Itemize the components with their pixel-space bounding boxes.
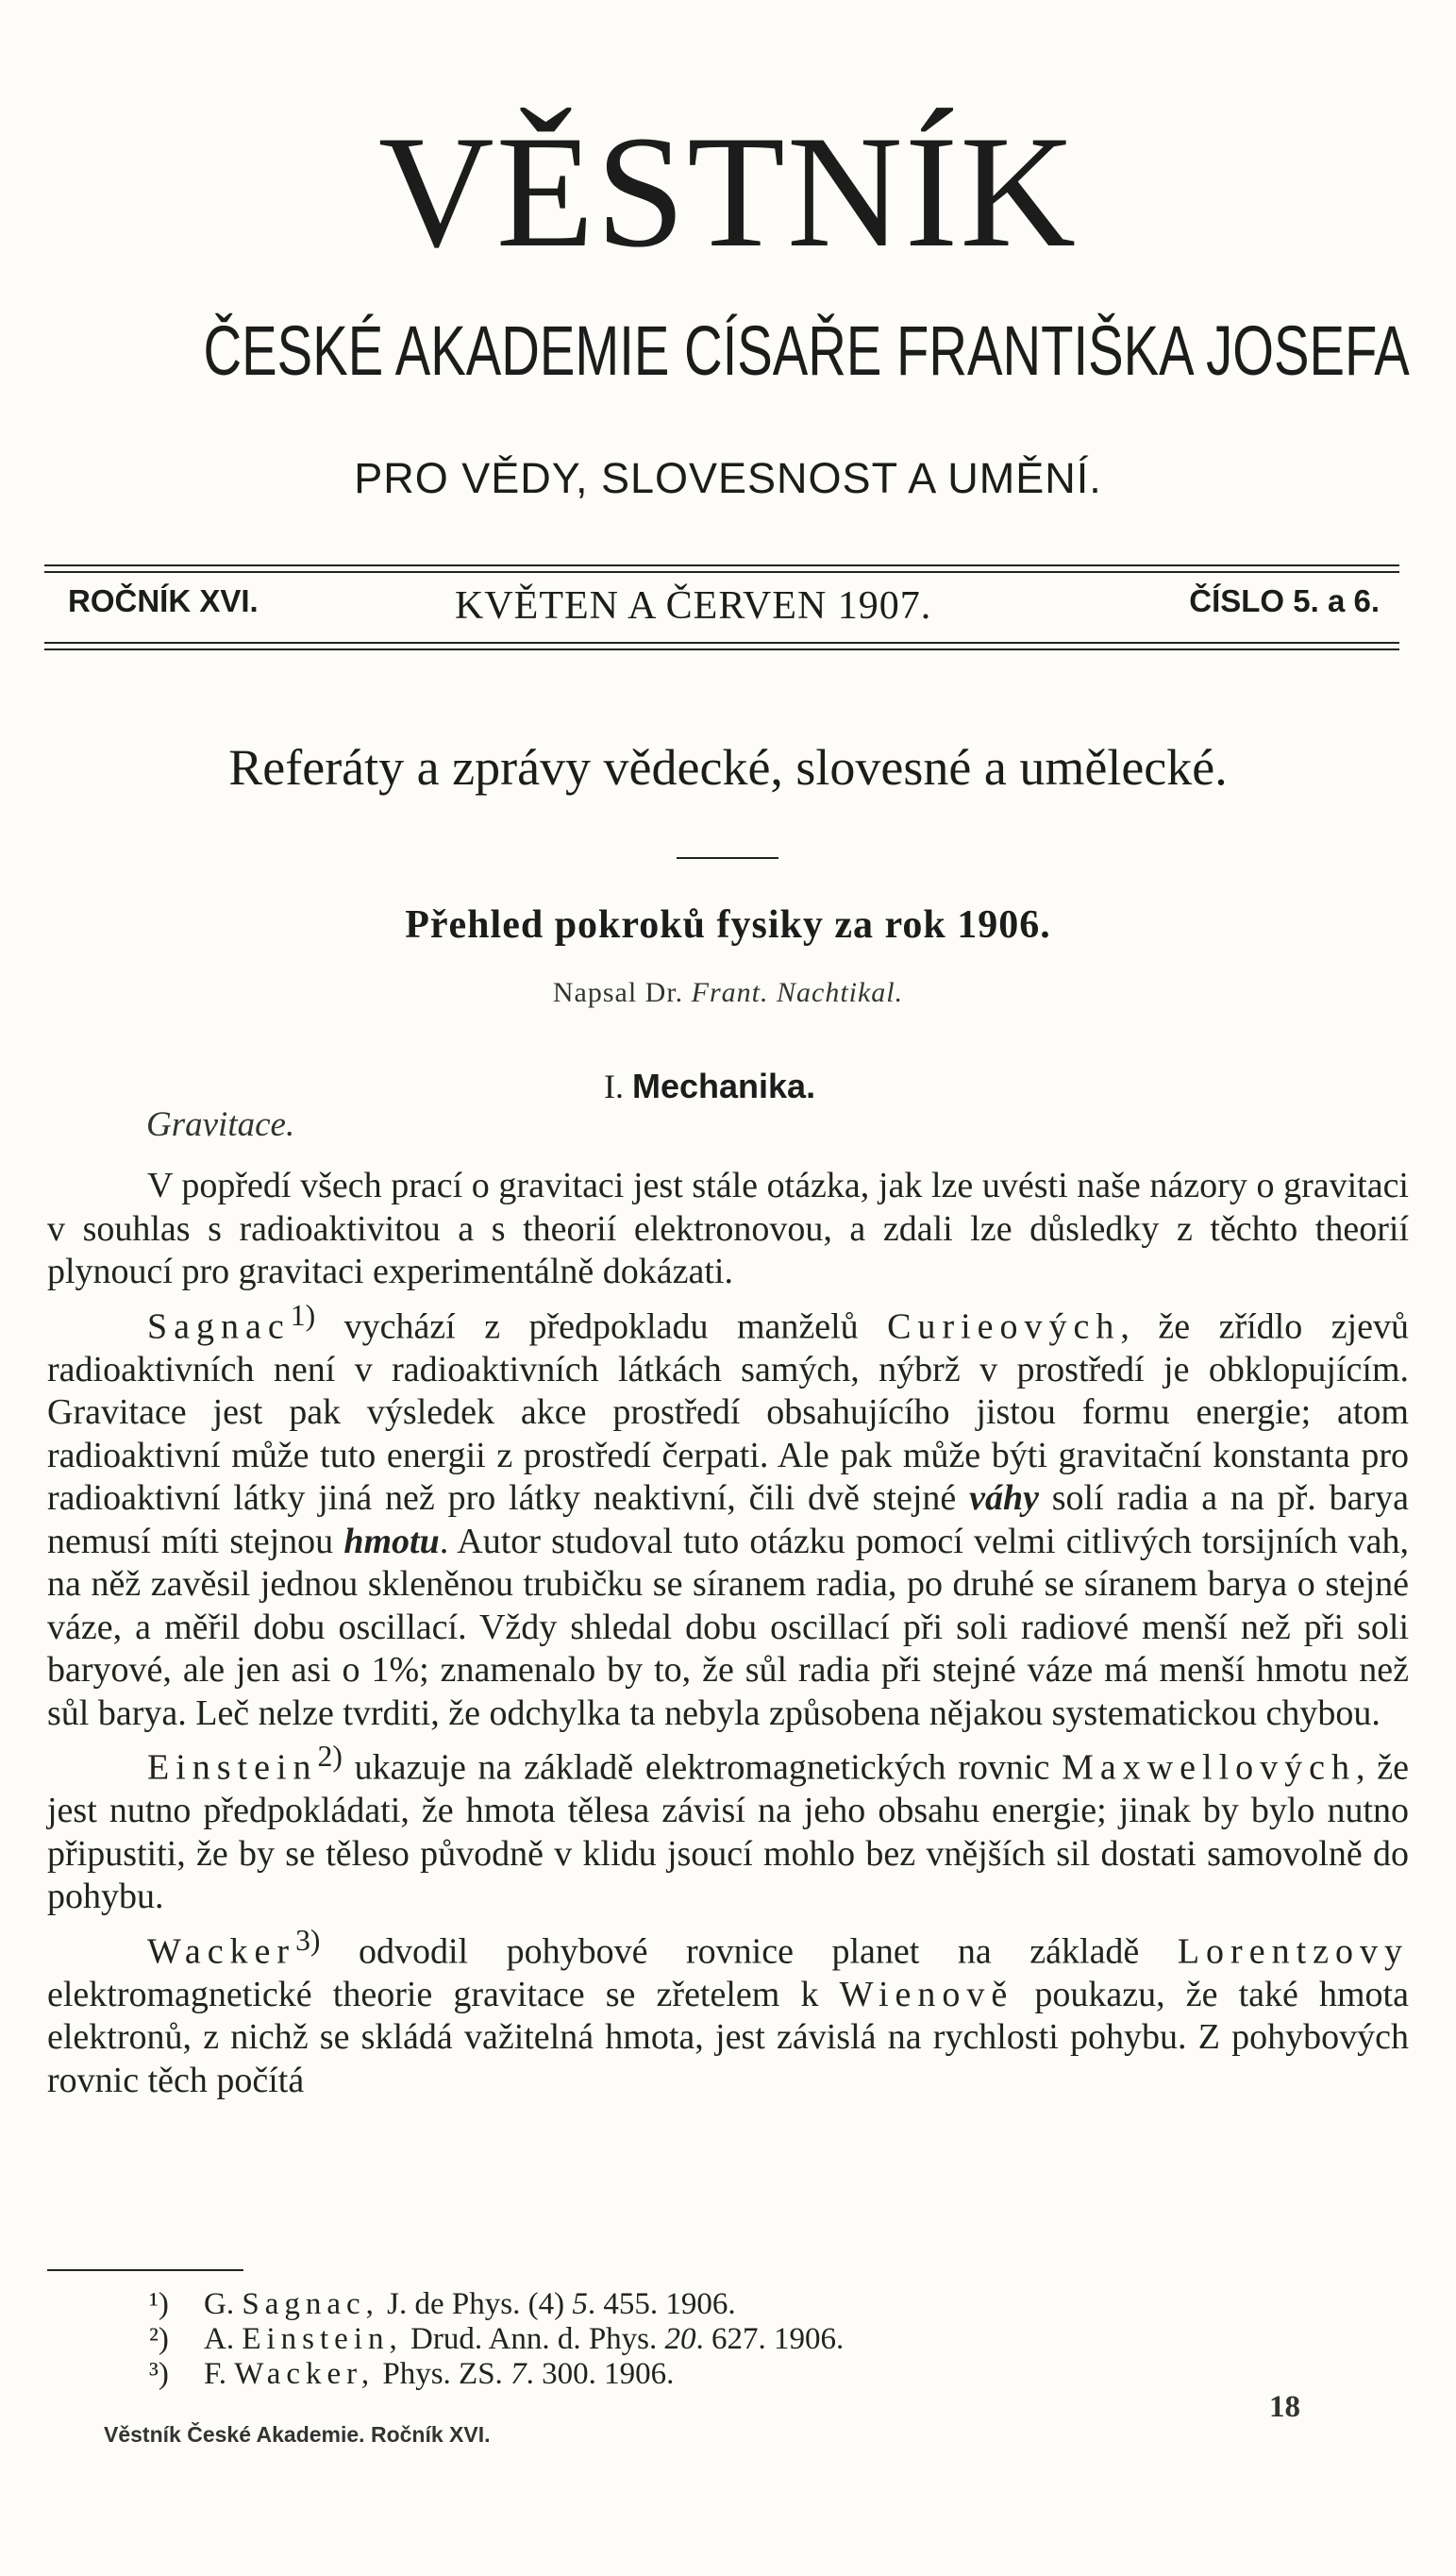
masthead-tagline: PRO VĚDY, SLOVESNOST A UMĚNÍ. (354, 454, 1102, 502)
section-divider (677, 857, 778, 859)
paragraph-3 (47, 1735, 1409, 1919)
footnote-mark: ¹) (149, 2287, 169, 2321)
chapter-title: Mechanika. (632, 1067, 816, 1105)
footnote-initial: G. (204, 2287, 235, 2321)
footnote-source: J. de Phys. (4) (378, 2287, 573, 2321)
paragraph-4-text-3: poukazu, že také hmota elektronů, z nichž se skládá važitelná hmota, jest závislá na rychlosti pohybu. Z pohybových rovnic těch počítá (47, 1974, 1409, 2100)
author-name-curie: Curieových (887, 1306, 1121, 1347)
author-name-einstein: Einstein (147, 1747, 318, 1788)
paragraph-2 (47, 1294, 1409, 1736)
article-title: Přehled pokroků fysiky za rok 1906. (405, 903, 1051, 947)
issue-number: ČÍSLO 5. a 6. (1189, 583, 1380, 618)
paragraph-2-text-1: vychází z předpokladu manželů (315, 1306, 888, 1347)
footnote-divider (47, 2269, 243, 2271)
emphasis-vahy: váhy (969, 1478, 1039, 1519)
article-body (47, 1165, 1409, 2102)
paragraph-2-text-3: solí radia a na př. barya nemusí míti stejnou (47, 1478, 1409, 1561)
chapter-heading (604, 1067, 815, 1106)
footnote-2 (149, 2322, 1281, 2357)
footnote-citation: . 300. 1906. (526, 2357, 675, 2391)
issue-bar (68, 583, 1380, 636)
footnote-1 (149, 2287, 1281, 2322)
footer-journal: Věstník České Akademie. Ročník XVI. (104, 2422, 491, 2447)
top-double-rule-inner (44, 571, 1399, 573)
footnote-mark: ²) (149, 2322, 169, 2356)
chapter-number: I. (604, 1068, 624, 1105)
paragraph-3-text-2: , že jest nutno předpokládati, že hmota tělesa závisí na jeho obsahu energie; jinak by bylo nutno připustiti, že by se těleso původně v klidu jsoucí mohlo bez vnějších sil dostati samovolně do pohybu. (47, 1747, 1409, 1917)
footnote-author: Sagnac, (242, 2287, 379, 2321)
byline-author: Frant. Nachtikal. (691, 977, 904, 1008)
bottom-double-rule (44, 642, 1399, 644)
footnote-source: Drud. Ann. d. Phys. (402, 2322, 665, 2356)
footnote-volume: 5 (572, 2287, 588, 2321)
paragraph-2-text-2: , že zřídlo zjevů radioaktivních není v radioaktivních látkách samých, nýbrž v prostředí je obklopujícím. Gravitace jest pak výsledek akce prostředí obsahujícího jistou formu energie; atom radioaktivní může tuto energii z prostředí čerpati. Ale pak může býti gravitační konstanta pro radioaktivní látky jiná než pro látky neaktivní, čili dvě stejné (47, 1306, 1409, 1519)
top-double-rule (44, 564, 1399, 566)
byline-prefix: Napsal Dr. (552, 977, 684, 1008)
author-name-wacker: Wacker (147, 1931, 296, 1972)
article-byline (0, 977, 1456, 1009)
issue-date: KVĚTEN A ČERVEN 1907. (455, 584, 932, 628)
footnote-citation: . 455. 1906. (587, 2287, 736, 2321)
paragraph-3-text-1: ukazuje na základě elektromagnetických rovnic (342, 1747, 1063, 1788)
masthead-title: VĚSTNÍK (377, 103, 1079, 280)
footnote-citation: . 627. 1906. (695, 2322, 845, 2356)
author-name-sagnac: Sagnac (147, 1306, 291, 1347)
side-topic: Gravitace. (146, 1105, 295, 1144)
paragraph-4 (47, 1919, 1409, 2103)
footnote-ref-1: 1) (290, 1298, 316, 1332)
bottom-double-rule-inner (44, 648, 1399, 650)
paragraph-1 (47, 1165, 1409, 1294)
footnote-volume: 7 (510, 2357, 527, 2391)
paragraph-1-text: V popředí všech prací o gravitaci jest stále otázka, jak lze uvésti naše názory o gravitaci v souhlas s radioaktivitou a s theorií elektronovou, a zdali lze důsledky z těchto theorií plynoucí pro gravitaci experimentálně dokázati. (47, 1166, 1409, 1291)
masthead-subtitle: ČESKÉ AKADEMIE CÍSAŘE FRANTIŠKA JOSEFA (203, 311, 1410, 390)
footnote-author: Einstein, (242, 2322, 403, 2356)
footnote-volume: 20 (664, 2322, 696, 2356)
footnote-initial: F. (204, 2357, 226, 2391)
footnote-mark: ³) (149, 2357, 169, 2391)
section-heading: Referáty a zprávy vědecké, slovesné a umělecké. (228, 739, 1228, 796)
footnote-ref-2: 2) (317, 1740, 343, 1774)
paragraph-4-text-1: odvodil pohybové rovnice planet na základě (320, 1931, 1178, 1972)
author-name-lorentz: Lorentzovy (1177, 1931, 1409, 1972)
author-name-wien: Wienově (839, 1974, 1014, 2014)
footnote-ref-3: 3) (295, 1923, 321, 1957)
sheet-number: 18 (1269, 2390, 1300, 2424)
footnote-3 (149, 2357, 1281, 2392)
footnote-initial: A. (204, 2322, 235, 2356)
paragraph-2-text-4: . Autor studoval tuto otázku pomocí velmi citlivých torsijních vah, na něž zavěsil jednou skleněnou trubičku se síranem radia, po druhé se síranem barya o stejné váze, a měřil dobu oscillací. Vždy shledal dobu oscillací při soli radiové menší než při soli baryové, ale jen asi o 1%; znamenalo by to, že sůl radia při stejné váze má menší hmotu než sůl barya. Leč nelze tvrditi, že odchylka ta nebyla způsobena nějakou systematickou chybou. (47, 1521, 1409, 1733)
emphasis-hmotu: hmotu (343, 1521, 440, 1561)
footnote-author: Wacker, (234, 2357, 376, 2391)
footnotes (149, 2287, 1281, 2392)
author-name-maxwell: Maxwellových (1062, 1747, 1357, 1788)
issue-volume: ROČNÍK XVI. (68, 583, 259, 618)
footnote-source: Phys. ZS. (375, 2357, 511, 2391)
paragraph-4-text-2: elektromagnetické theorie gravitace se zřetelem k (47, 1974, 840, 2014)
